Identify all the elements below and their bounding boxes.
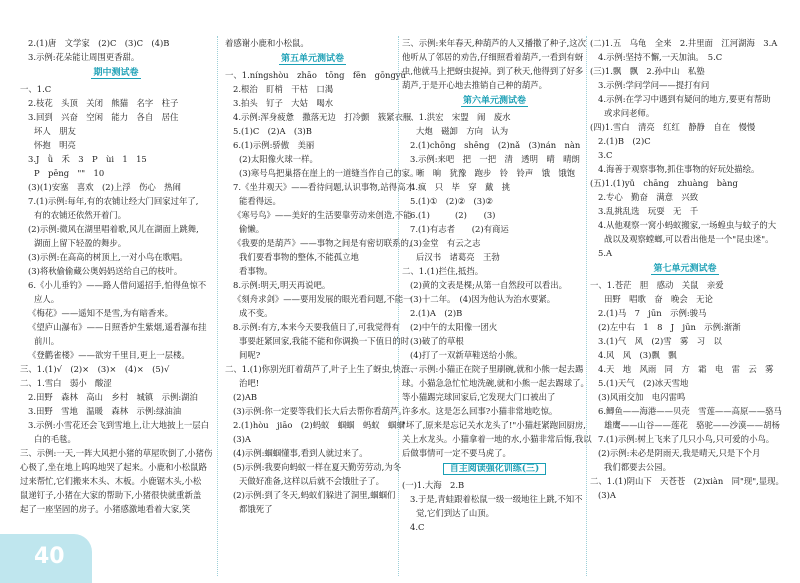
answer-line: 2.(1)马 7 jūn 示例:骏马 xyxy=(598,308,707,318)
answer-line: 球。小猫急急忙忙地洗碗,就和小熊一起去踢球了。 xyxy=(402,378,589,388)
answer-line: 一、1.洪宏 宋盟 闹 废水 xyxy=(402,112,511,122)
answer-line: 3.田野 雪地 温暖 森林 示例:绿油油 xyxy=(28,406,182,416)
answer-line: 战以及观察螳螂,可以看出他是一个"昆虫迷"。 xyxy=(604,234,774,244)
answer-line: (四)1.雪白 清亮 红红 静静 自在 慢慢 xyxy=(590,122,756,132)
answer-line: 二、1.(1)你别光盯着葫芦了,叶子上生了蚜虫,快治一 xyxy=(225,364,418,374)
answer-line: 《我要的是葫芦》——事物之间是有密切联系的, xyxy=(233,238,412,248)
answer-line: 坏人 朋友 xyxy=(34,126,76,136)
answer-line: 2.(1)唐 文学家 (2)C (3)C (4)B xyxy=(28,38,170,48)
answer-line: (3)示例:在高高的树顶上,一对小鸟在歌唱。 xyxy=(28,252,188,262)
answer-line: 一、1.苍茫 胆 感动 关鼠 亲爱 xyxy=(590,280,724,290)
answer-line: 应人。 xyxy=(34,294,60,304)
answer-line: 间呢? xyxy=(239,350,261,360)
answer-line: 7.《坐井观天》——看待问题,认识事物,站得高才 xyxy=(233,182,414,192)
answer-line: 5.(1)① (2)② (3)② xyxy=(410,196,493,206)
answer-line: 都饿死了 xyxy=(239,504,273,514)
answer-line: 3.示例:花朵能让周围更香甜。 xyxy=(28,52,140,62)
answer-line: 觉,它们到达了山顶。 xyxy=(416,508,495,518)
section-heading xyxy=(225,52,400,66)
page-number: 40 xyxy=(34,544,65,569)
answer-line: (4)打了一双新草鞋送给小熊。 xyxy=(410,350,523,360)
answer-line: (五)1.(1)yǔ chāng zhuàng bàng xyxy=(590,178,738,188)
section-heading xyxy=(590,262,780,276)
section-heading xyxy=(402,462,587,476)
answer-line: 3.回到 兴奋 空闲 能力 各自 居住 xyxy=(28,112,179,122)
answer-line: 5.(1)天气 (2)冰天雪地 xyxy=(598,378,689,388)
answer-line: 事要赶紧回家,我能不能和你调换一下值日的时 xyxy=(239,336,410,346)
answer-line: 2.田野 森林 高山 乡村 城镇 示例:湖泊 xyxy=(28,392,198,402)
answer-line: 3.拍头 钉子 大姑 喝水 xyxy=(233,98,334,108)
section-heading xyxy=(20,66,212,80)
answer-line: 后做事情可一定不要马虎了。 xyxy=(402,448,511,458)
answer-line: 三、示例:来年春天,种葫芦的人又播撒了种子,这次 xyxy=(402,38,587,48)
answer-line: 二、1.雪白 弱小 酸涩 xyxy=(20,378,112,388)
answer-line: (2)左中右 1 8 J jūn 示例:渐渐 xyxy=(598,322,741,332)
answer-line: 4.示例:浑身疲惫 撒落无边 打冷颤 簇紧衣服 xyxy=(233,112,412,122)
answer-line: 起了一座坚固的房子。小猪感激地看着大家,笑 xyxy=(20,504,191,514)
answer-line: 三、示例:一天,一阵大风把小猪的草屋吹倒了,小猪伤 xyxy=(20,448,213,458)
answer-line: 4.海善于观察事物,抓住事物的好玩处描绘。 xyxy=(598,164,760,174)
answer-line: 治吧! xyxy=(239,378,260,388)
answer-line: (3)(1)安塞 喜欢 (2)上浮 伤心 热闹 xyxy=(28,182,181,192)
answer-line: 我们要看事物的整体,不能孤立地 xyxy=(239,252,359,262)
answer-line: 有的农铺还依然开着门。 xyxy=(34,210,127,220)
answer-line: 8.示例:有方,本来今天要我值日了,可我觉得有 xyxy=(233,322,400,332)
answer-line: 关上水龙头。小猫拿着一地的水,小猫非常后悔,我以 xyxy=(402,434,592,444)
answer-line: 成不变。 xyxy=(239,308,273,318)
answer-line: 8.示例:明天,明天再说吧。 xyxy=(233,280,331,290)
answer-line: 4.从他观察一窝小蚂蚁搬家,一场蝗虫与蚊子的大 xyxy=(598,220,777,230)
answer-line: 4.疯 只 毕 穿 戴 挑 xyxy=(410,182,511,192)
answer-line: (3)将秋偷偷藏公奥妈妈送给自己的枝叶。 xyxy=(28,266,183,276)
answer-line: 一、1.níngshòu zhāo tōng fēn gōngyù xyxy=(225,70,406,80)
answer-line: 天做好准备,这样以后就不会饿肚子了。 xyxy=(239,476,385,486)
answer-line: 2.(1)chōng shēng (2)nǎ (3)nán nàn xyxy=(410,140,581,150)
answer-line: 《望庐山瀑布》——日照香炉生紫烟,遥看瀑布挂 xyxy=(28,322,207,332)
answer-line: (3)A xyxy=(233,434,251,444)
answer-line: 白的毛毯。 xyxy=(34,434,76,444)
answer-line: 3.示例:学问学问——提打有问 xyxy=(598,80,710,90)
answer-line: "坏了,原来是忘记关水龙头了!"小猫赶紧跑回厨房, xyxy=(402,420,586,430)
answer-line: 三、示例:小猫正在院子里刷碗,就和小熊一起去踢 xyxy=(402,364,584,374)
answer-line: 6.(1) (2) (3) xyxy=(410,210,496,220)
answer-line: (3)A xyxy=(598,490,616,500)
answer-line: 《登鹳雀楼》——欲穷千里目,更上一层楼。 xyxy=(28,350,190,360)
answer-line: 或求问老师。 xyxy=(604,108,655,118)
answer-line: (4)示例:蝈蝈懂事,看到人就过来了。 xyxy=(233,448,368,458)
answer-line: 晰 晌 犹豫 跑步 铃 铃声 饿 饿饱 xyxy=(416,168,576,178)
answer-line: (3)风雨交加 电闪雷鸣 xyxy=(598,392,686,402)
answer-line: 许多水。这是怎么回事?小猫非常地吃惊。 xyxy=(402,406,558,416)
column-divider xyxy=(586,36,587,576)
answer-line: 2.(1)A (2)B xyxy=(410,308,463,318)
answer-line: 4.示例:坚持不懈,一天加油。 5.C xyxy=(598,52,723,62)
column-4 xyxy=(590,36,784,576)
answer-line: (2)黄的文表是棵;从第一自然段可以看出。 xyxy=(410,280,568,290)
answer-line: 4.风 风 (3)飘 飘 xyxy=(598,350,677,360)
column-divider xyxy=(217,36,218,576)
answer-line: (3)金堂 有云之志 xyxy=(410,238,481,248)
answer-line: 田野 唱歌 奋 晚会 无论 xyxy=(604,294,713,304)
answer-line: (5)示例:我要向蚂蚁一样在夏天勤劳劳动,为冬 xyxy=(233,462,402,472)
column-divider xyxy=(398,36,399,576)
answer-line: 4.C xyxy=(410,522,425,532)
answer-line: 2.专心 勤奋 满意 兴致 xyxy=(598,192,699,202)
answer-line: 三、1.(1)√ (2)× (3)× (4)× (5)√ xyxy=(20,364,170,374)
answer-line: 偷懒。 xyxy=(239,224,265,234)
answer-line: 看事物。 xyxy=(239,266,273,276)
answer-line: 等小猫踢完球回家后,它发现大门口被出了 xyxy=(402,392,556,402)
answer-line: 3.C xyxy=(598,150,613,160)
answer-line: 3.示例:来吧 把 一把 清 透明 晴 晴朗 xyxy=(410,154,580,164)
answer-line: 二、1.(1)阴山下 天苍苍 (2)xiàn 同"现",显现。 xyxy=(590,476,784,486)
answer-line: 6.鲫鱼——海港——贝壳 雪莲——高原——骆马 xyxy=(598,406,782,416)
answer-line: (3)十二年。 (4)因为他认为治水要紧。 xyxy=(410,294,556,304)
column-1 xyxy=(20,36,212,576)
answer-line: 怀抱 明亮 xyxy=(34,140,76,150)
answer-line: 后汉书 诸葛亮 王勃 xyxy=(416,252,500,262)
answer-line: (2)示例:微风在湖里唱着歌,风儿在湖面上跳舞, xyxy=(28,224,199,234)
answer-line: 7.(1)示例:树上飞来了几只小鸟,只可爱的小鸟。 xyxy=(598,434,775,444)
answer-line: (三)1.飘 飘 2.孙中山 私塾 xyxy=(590,66,705,76)
answer-line: 7.(1)有志者 (2)有商运 xyxy=(410,224,509,234)
answer-line: 前川。 xyxy=(34,336,60,346)
answer-line: 二、1.(1)拦住,抵挡。 xyxy=(402,266,484,276)
answer-line: 过来帮忙,它们搬来木头、木板。小鹿锯木头,小松 xyxy=(20,476,202,486)
answer-line: 6.(1)示例:骄傲 美丽 xyxy=(233,140,315,150)
answer-line: 《寒号鸟》——美好的生活要靠劳动来创造,不能 xyxy=(233,210,412,220)
answer-line: (二)1.五 乌龟 全来 2.井里面 江河湖海 3.A xyxy=(590,38,778,48)
answer-line: 虫,他就马上把蚜虫捉掉。到了秋天,他得到了好多 xyxy=(402,66,584,76)
answer-line: 大炮 磁卸 方向 认为 xyxy=(416,126,509,136)
answer-line: 2.根治 盯梢 干枯 口渴 xyxy=(233,84,334,94)
section-heading-text: 自主阅读强化训练(三) xyxy=(443,463,547,475)
answer-line: 2.(1)B (2)C xyxy=(598,136,651,146)
answer-line: 3.(1)气 风 (2)雪 雾 习 以 xyxy=(598,336,722,346)
answer-line: 一、1.C xyxy=(20,84,52,94)
answer-line: P pēng "" 10 xyxy=(34,168,105,178)
answer-line: 2.(1)hòu jiāo (2)蚂蚁 蝈蝈 蚂蚁 蝈蝈 xyxy=(233,420,405,430)
answer-line: 7.(1)示例:每年,有的农铺让经大门回家过年了, xyxy=(28,196,199,206)
section-heading xyxy=(402,94,587,108)
answer-line: (一)1.大海 2.B xyxy=(402,480,465,490)
answer-line: 我们都要去公园。 xyxy=(604,462,671,472)
answer-line: 着感谢小鹿和小松鼠。 xyxy=(225,38,309,48)
answer-line: 3.乱挑乱选 玩耍 无 千 xyxy=(598,206,699,216)
section-heading-text: 第七单元测试卷 xyxy=(653,264,717,274)
answer-line: (3)寒号鸟把巢搭在崖上的一道缝当作自己的家。 xyxy=(239,168,419,178)
page-number-tab xyxy=(0,534,92,583)
answer-line: 鼠递钉子,小猪在大家的帮助下,小猪很快就重新盖 xyxy=(20,490,202,500)
answer-line: (3)破了的草根 xyxy=(410,336,464,346)
section-heading-text: 期中测试卷 xyxy=(93,68,139,78)
answer-line: 《梅花》——遥知不是雪,为有暗香来。 xyxy=(28,308,174,318)
answer-line: 5.A xyxy=(598,248,613,258)
answer-line: 5.(1)C (2)A (3)B xyxy=(233,126,312,136)
answer-line: (3)示例:你一定要等我们长大后去帮你看葫芦。 xyxy=(233,406,407,416)
answer-line: 雄鹰——山谷——莲花 骆驼——沙漠——胡杨 xyxy=(604,420,780,430)
answer-line: (2)中午的太阳像一团火 xyxy=(410,322,498,332)
answer-line: 3.于是,青蛙跟着松鼠一级一级地往上跳,不知不 xyxy=(410,494,583,504)
answer-line: 3.J ǜ 禾 3 P ùi 1 15 xyxy=(28,154,147,164)
answer-line: (2)示例:未必是阴雨天,我是晴天,只是下个月 xyxy=(598,448,761,458)
answer-line: 2.枝花 头顶 关闭 熊猫 名字 柱子 xyxy=(28,98,179,108)
answer-line: (2)AB xyxy=(233,392,258,402)
answer-line: 6.《小儿垂钓》——路人借问遥招手,怕得鱼惊不 xyxy=(28,280,207,290)
answer-line: 葫芦,于是开心地去推销自己种的葫芦。 xyxy=(402,80,548,90)
answer-line: 湖面上留下轻盈的舞步。 xyxy=(34,238,127,248)
section-heading-text: 第六单元测试卷 xyxy=(462,96,526,106)
answer-line: 他听从了邻居的劝告,仔细照看着葫芦,一看到有蚜 xyxy=(402,52,584,62)
answer-line: 3.示例:小雪花还会飞到雪地上,让大地披上一层白 xyxy=(28,420,209,430)
section-heading-text: 第五单元测试卷 xyxy=(280,54,344,64)
answer-line: (2)示例:到了冬天,蚂蚁们躲进了洞里,蝈蝈们 xyxy=(233,490,396,500)
answer-line: (2)太阳像火球一样。 xyxy=(239,154,318,164)
answer-line: 心极了,坐在地上呜呜地哭了起来。小鹿和小松鼠路 xyxy=(20,462,207,472)
answer-line: 4.天 地 风雨 同 方 霜 电 雷 云 雾 xyxy=(598,364,774,374)
answer-line: 4.示例:在学习中遇到有疑问的地方,要更有帮助 xyxy=(598,94,771,104)
answer-line: 《刻舟求剑》——要用发展的眼光看问题,不能一 xyxy=(233,294,412,304)
column-3 xyxy=(402,36,592,576)
answer-line: 能看得远。 xyxy=(239,196,281,206)
